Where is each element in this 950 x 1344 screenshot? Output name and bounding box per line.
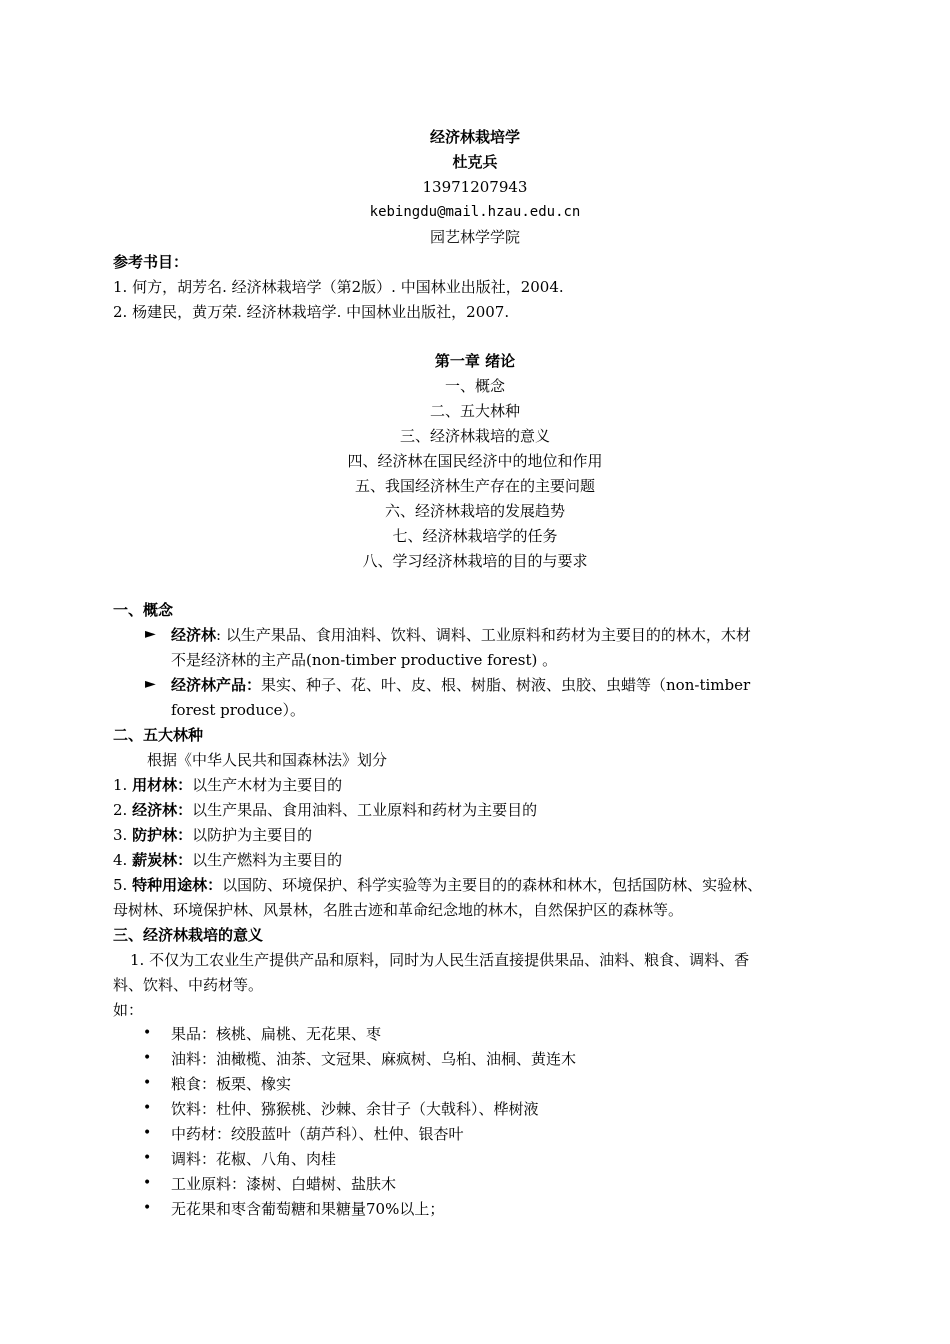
- item-number: 5.: [113, 876, 128, 894]
- author-email: kebingdu@mail.hzau.edu.cn: [369, 204, 581, 220]
- list-item: 果品：核桃、扁桃、无花果、枣: [171, 1025, 382, 1043]
- numbered-item: [113, 800, 537, 820]
- bullet-dot-icon: •: [143, 1175, 152, 1191]
- such-as-label: 如：: [113, 1001, 144, 1019]
- toc-item: 五、我国经济林生产存在的主要问题: [354, 477, 595, 495]
- term: 用材林：: [132, 776, 193, 794]
- bullet-dot-icon: •: [143, 1025, 152, 1041]
- term: 经济林产品：: [171, 676, 262, 694]
- numbered-item: [113, 875, 762, 895]
- term: 特种用途林：: [132, 876, 223, 894]
- numbered-item-continued: 母树林、环境保护林、风景林，名胜古迹和革命纪念地的林木，自然保护区的森林等。: [113, 901, 684, 919]
- section-intro: 根据《中华人民共和国森林法》划分: [147, 751, 388, 769]
- section-heading: 一、概念: [113, 601, 174, 619]
- list-item: 饮料：杜仲、猕猴桃、沙棘、余甘子（大戟科）、桦树液: [171, 1100, 539, 1118]
- bullet-dot-icon: •: [143, 1125, 152, 1141]
- numbered-item: [113, 775, 342, 795]
- section-heading: 二、五大林种: [113, 726, 204, 744]
- list-item: 调料：花椒、八角、肉桂: [171, 1150, 337, 1168]
- toc-item: 二、五大林种: [429, 402, 520, 420]
- term: 经济林：: [132, 801, 193, 819]
- paragraph-continued: 料、饮料、中药材等。: [113, 976, 264, 994]
- toc-item: 八、学习经济林栽培的目的与要求: [362, 552, 588, 570]
- bullet-dot-icon: •: [143, 1150, 152, 1166]
- numbered-item: [113, 825, 312, 845]
- definition: 以生产果品、食用油料、工业原料和药材为主要目的: [192, 801, 538, 819]
- definition: : 以生产果品、食用油料、饮料、调料、工业原料和药材为主要目的的林木，木材: [216, 626, 751, 644]
- item-number: 2.: [113, 801, 128, 819]
- definition: 以生产木材为主要目的: [192, 776, 343, 794]
- bullet-line-continued: forest produce）。: [171, 701, 305, 719]
- bullet-line: [171, 675, 750, 695]
- section-heading: 三、经济林栽培的意义: [113, 926, 264, 944]
- bullet-line-continued: 不是经济林的主产品(non-timber productive forest) 。: [171, 651, 558, 669]
- item-number: 3.: [113, 826, 128, 844]
- toc-item: 四、经济林在国民经济中的地位和作用: [347, 452, 603, 470]
- author-phone: 13971207943: [422, 178, 528, 196]
- bullet-dot-icon: •: [143, 1200, 152, 1216]
- bullet-dot-icon: •: [143, 1050, 152, 1066]
- arrow-bullet-icon: ►: [145, 676, 156, 692]
- term: 薪炭林：: [132, 851, 193, 869]
- definition: 以防护为主要目的: [192, 826, 313, 844]
- toc-item: 七、经济林栽培学的任务: [392, 527, 558, 545]
- list-item: 无花果和枣含葡萄糖和果糖量70%以上；: [171, 1200, 445, 1218]
- author-name: 杜克兵: [452, 153, 498, 171]
- toc-item: 三、经济林栽培的意义: [399, 427, 550, 445]
- arrow-bullet-icon: ►: [145, 626, 156, 642]
- list-item: 工业原料：漆树、白蜡树、盐肤木: [171, 1175, 397, 1193]
- definition: 以国防、环境保护、科学实验等为主要目的的森林和林木，包括国防林、实验林、: [222, 876, 763, 894]
- list-item: 中药材：绞股蓝叶（葫芦科）、杜仲、银杏叶: [171, 1125, 464, 1143]
- term: 防护林：: [132, 826, 193, 844]
- paragraph: 1. 不仅为工农业生产提供产品和原料，同时为人民生活直接提供果品、油料、粮食、调料、香: [130, 951, 750, 969]
- bullet-dot-icon: •: [143, 1100, 152, 1116]
- toc-item: 六、经济林栽培的发展趋势: [384, 502, 565, 520]
- reference-item: 2. 杨建民，黄万荣. 经济林栽培学. 中国林业出版社，2007.: [113, 303, 510, 321]
- definition: 果实、种子、花、叶、皮、根、树脂、树液、虫胶、虫蜡等（non-timber: [261, 676, 751, 694]
- numbered-item: [113, 850, 342, 870]
- document-title: 经济林栽培学: [429, 128, 520, 146]
- term: 经济林: [171, 626, 217, 644]
- bullet-line: [171, 625, 751, 645]
- item-number: 4.: [113, 851, 128, 869]
- item-number: 1.: [113, 776, 128, 794]
- list-item: 油料：油橄榄、油茶、文冠果、麻疯树、乌桕、油桐、黄连木: [171, 1050, 577, 1068]
- list-item: 粮食：板栗、橡实: [171, 1075, 292, 1093]
- reference-item: 1. 何方，胡芳名. 经济林栽培学（第2版）. 中国林业出版社，2004.: [113, 278, 564, 296]
- toc-item: 一、概念: [444, 377, 505, 395]
- definition: 以生产燃料为主要目的: [192, 851, 343, 869]
- references-heading: 参考书目：: [113, 253, 189, 271]
- bullet-dot-icon: •: [143, 1075, 152, 1091]
- author-college: 园艺林学学院: [429, 228, 520, 246]
- chapter-title: 第一章 绪论: [434, 352, 516, 370]
